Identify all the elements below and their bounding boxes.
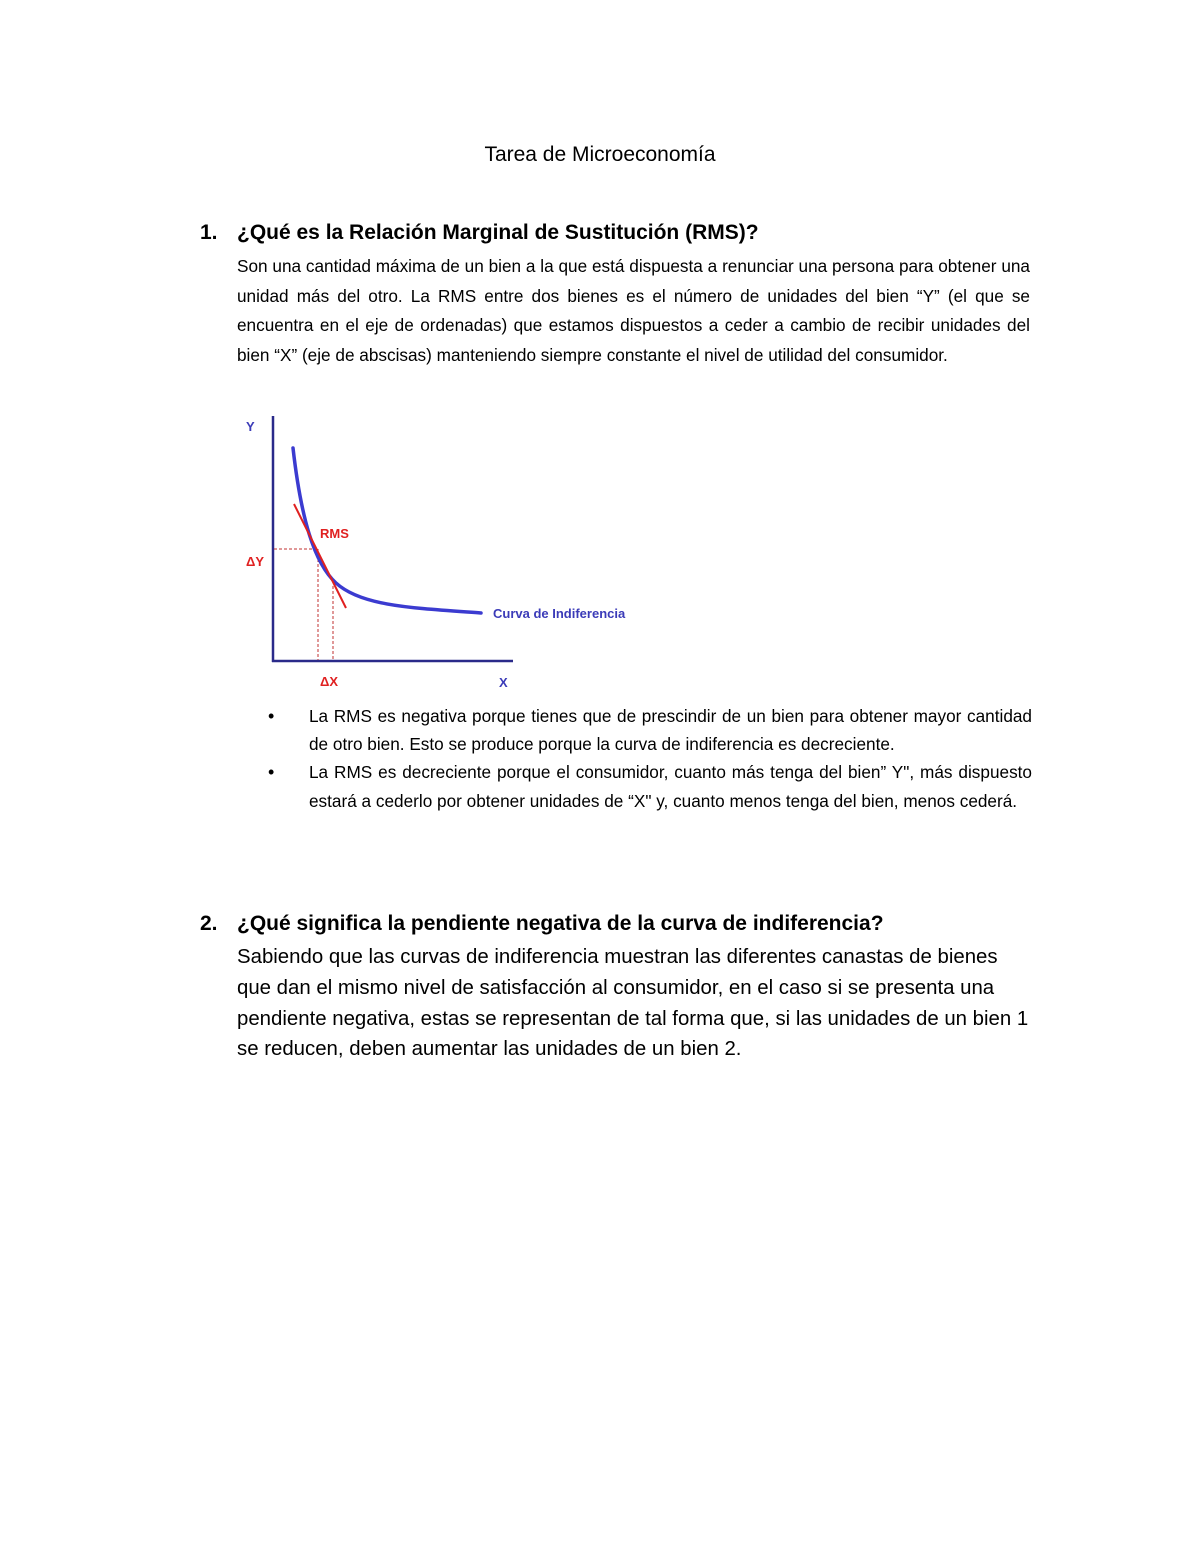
bullet-icon: • <box>268 706 275 726</box>
list-item <box>268 702 1032 758</box>
question-1-number: 1. <box>200 221 218 244</box>
question-2-number: 2. <box>200 912 218 935</box>
question-2-heading: ¿Qué significa la pendiente negativa de la curva de indiferencia? <box>237 912 884 935</box>
tangent-label: RMS <box>320 526 349 541</box>
question-1-answer: Son una cantidad máxima de un bien a la que está dispuesta a renunciar una persona para obtener una unidad más del otro. La RMS entre dos bienes es el número de unidades del bien “Y” (el que se encuentra en el eje de ordenadas) que estamos dispuestos a ceder a cambio de recibir unidades del bien “X” (eje de abscisas) manteniendo siempre constante el nivel de utilidad del consumidor. <box>237 256 1030 365</box>
indifference-curve-diagram <box>236 408 636 698</box>
x-axis-label: X <box>499 675 508 690</box>
indifference-curve-figure <box>236 408 636 698</box>
delta-y-label: ΔY <box>246 554 265 569</box>
list-item-text: La RMS es negativa porque tienes que de prescindir de un bien para obtener mayor cantidad de otro bien. Esto se produce porque la curva de indiferencia es decreciente. <box>309 706 1032 755</box>
list-item <box>268 758 1032 814</box>
list-item-text: La RMS es decreciente porque el consumidor, cuanto más tenga del bien” Y", más dispuesto estará a cederlo por obtener unidades de “X" y, cuanto menos tenga del bien, menos cederá. <box>309 762 1032 811</box>
delta-x-label: ΔX <box>320 674 339 689</box>
question-1-heading: ¿Qué es la Relación Marginal de Sustitución (RMS)? <box>237 221 759 244</box>
curve-label: Curva de Indiferencia <box>493 606 626 621</box>
rms-properties-list <box>268 702 1032 815</box>
document-title: Tarea de Microeconomía <box>484 143 716 166</box>
y-axis-label: Y <box>246 419 255 434</box>
question-2-answer: Sabiendo que las curvas de indiferencia muestran las diferentes canastas de bienes que dan el mismo nivel de satisfacción al consumidor, en el caso si se presenta una pendiente negativa, estas se representan de tal forma que, si las unidades de un bien 1 se reducen, deben aumentar las unidades de un bien 2. <box>237 946 1029 1061</box>
tangent-line <box>294 504 346 608</box>
bullet-icon: • <box>268 762 275 783</box>
